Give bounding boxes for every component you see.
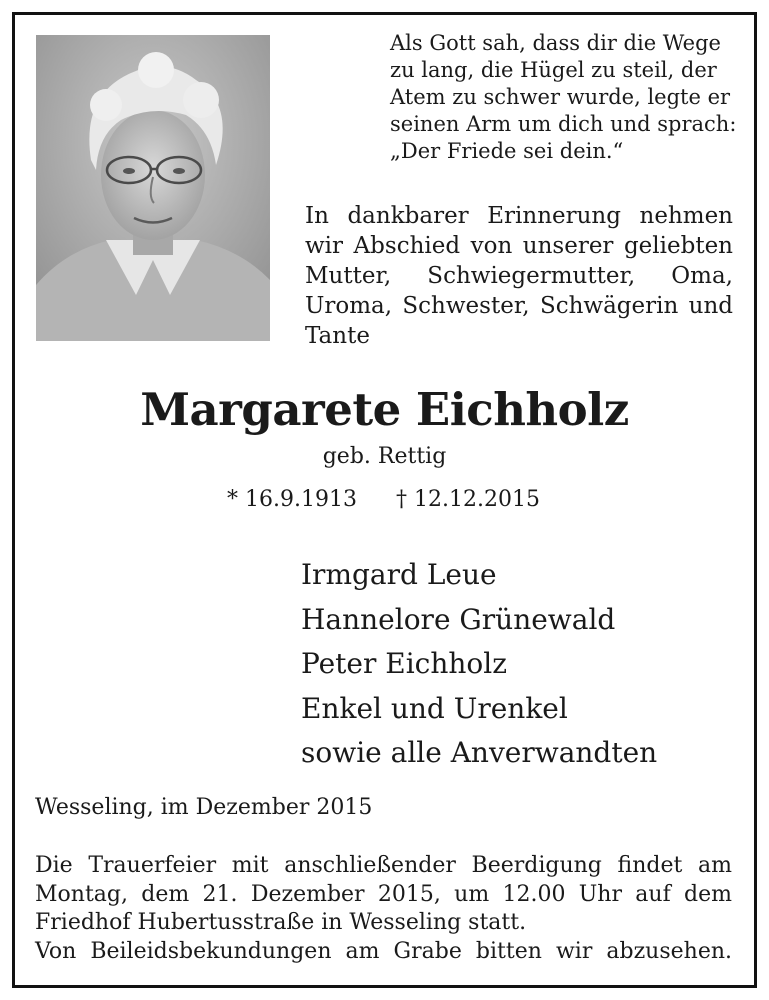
remembrance-line: Tante xyxy=(305,323,370,349)
remembrance-line: Uroma, Schwester, Schwägerin und xyxy=(305,293,733,319)
funeral-line: Die Trauerfeier mit anschließender Beerdigung findet am xyxy=(35,853,732,878)
remembrance-line: Mutter, Schwiegermutter, Oma, xyxy=(305,263,733,289)
mourner-name: Peter Eichholz xyxy=(301,647,507,680)
remembrance-line: In dankbarer Erinnerung nehmen xyxy=(305,203,733,229)
poem-line: Als Gott sah, dass dir die Wege xyxy=(390,31,721,55)
mourner-name: Enkel und Urenkel xyxy=(301,691,568,725)
poem-line: Atem zu schwer wurde, legte er xyxy=(390,85,731,109)
funeral-details xyxy=(35,852,732,966)
birth-date: * 16.9.1913 xyxy=(227,487,357,512)
poem-line: „Der Friede sei dein.“ xyxy=(390,139,624,163)
mourner-name: Irmgard Leue xyxy=(301,558,497,591)
poem-line: zu lang, die Hügel zu steil, der xyxy=(390,58,717,82)
place-and-date: Wesseling, im Dezember 2015 xyxy=(35,795,373,820)
remembrance-text xyxy=(305,201,733,351)
mourners-list xyxy=(301,553,657,776)
deceased-name: Margarete Eichholz xyxy=(140,383,629,436)
mourner-name: Hannelore Grünewald xyxy=(301,602,616,636)
maiden-name: geb. Rettig xyxy=(322,444,447,469)
funeral-line: Friedhof Hubertusstraße in Wesseling statt. xyxy=(35,910,527,935)
funeral-line: Von Beileidsbekundungen am Grabe bitten wir abzusehen. xyxy=(35,938,732,964)
poem-line: seinen Arm um dich und sprach: xyxy=(390,112,737,136)
remembrance-line: wir Abschied von unserer geliebten xyxy=(305,233,733,259)
death-date: † 12.12.2015 xyxy=(396,487,540,512)
mourner-name: sowie alle Anverwandten xyxy=(301,736,658,769)
poem-quote xyxy=(390,30,735,165)
portrait-photo xyxy=(36,35,270,341)
funeral-line: Montag, dem 21. Dezember 2015, um 12.00 Uhr auf dem xyxy=(35,881,732,907)
